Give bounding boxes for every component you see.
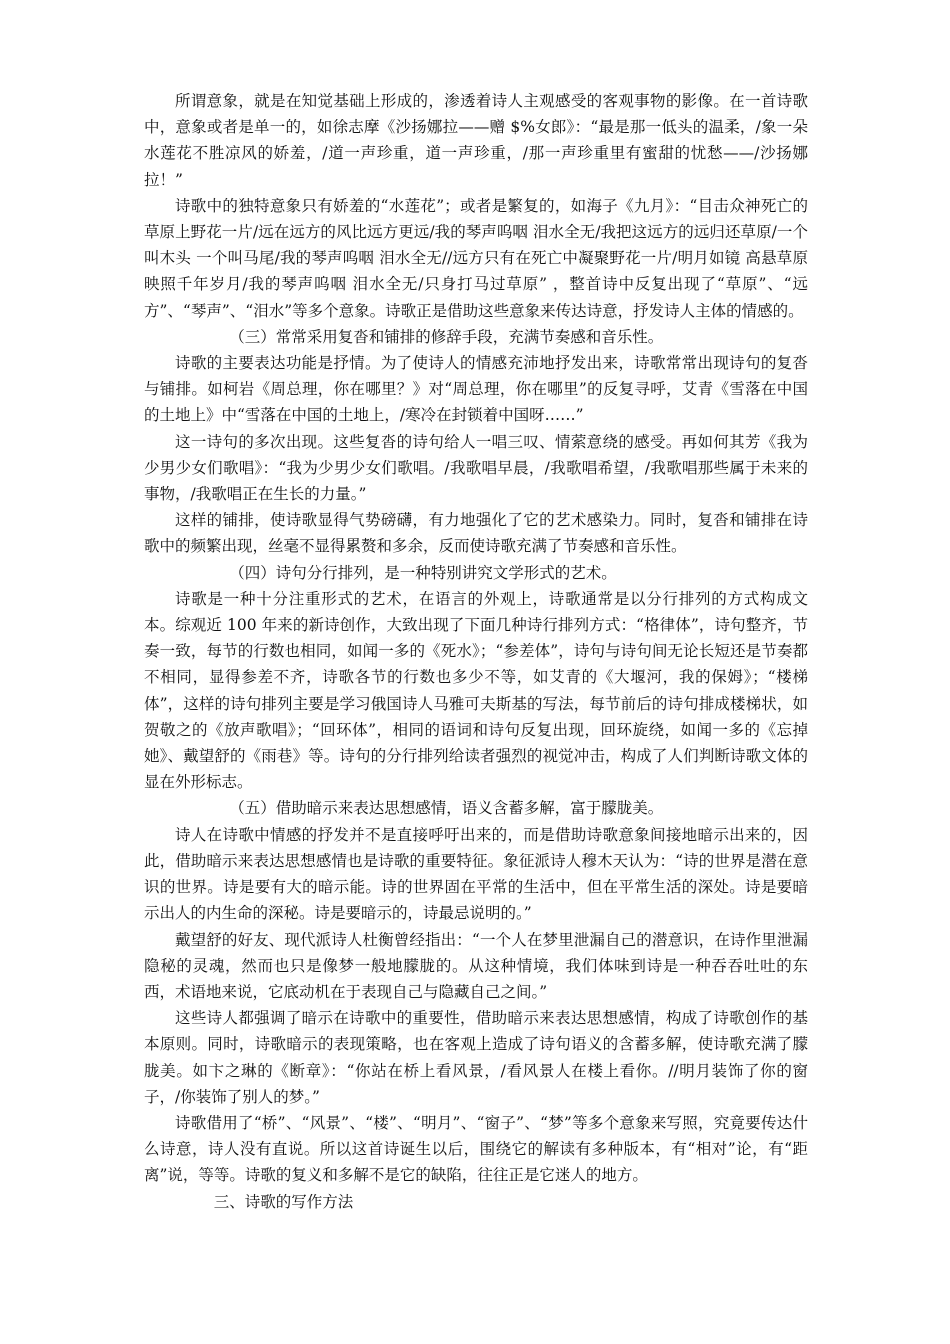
paragraph-complex-imagery: 诗歌中的独特意象只有娇羞的“水莲花”；或者是繁复的，如海子《九月》：“目击众神死亡的草原上野花一片/远在远方的风比远方更远/我的琴声呜咽 泪水全无/我把这远方的远归还草原/一个叫木头 一个叫马尾/我的琴声呜咽 泪水全无//远方只有在死亡中凝聚野花一片/明月如镜 高悬草原映照千年岁月/我的琴声呜咽 泪水全无/只身打马过草原” ，整首诗中反复出现了“草原”、“远方”、“琴声”、“泪水”等多个意象。诗歌正是借助这些意象来传达诗意，抒发诗人主体的情感的。 bbox=[144, 196, 808, 320]
subheading-implication: （五）借助暗示来表达思想感情，语义含蓄多解，富于朦胧美。 bbox=[229, 799, 664, 818]
paragraph-repetition-example: 这一诗句的多次出现。这些复沓的诗句给人一唱三叹、情萦意绕的感受。再如何其芳《我为少男少女们歌唱》：“我为少男少女们歌唱。/我歌唱早晨，/我歌唱希望，/我歌唱那些属于未来的事物，/我歌唱正在生长的力量。” bbox=[144, 432, 808, 504]
paragraph-rhythm-music: 这样的铺排，使诗歌显得气势磅礴，有力地强化了它的艺术感染力。同时，复沓和铺排在诗歌中的频繁出现，丝毫不显得累赘和多余，反而使诗歌充满了节奏感和音乐性。 bbox=[144, 511, 808, 556]
paragraph-imagery-definition: 所谓意象，就是在知觉基础上形成的，渗透着诗人主观感受的客观事物的影像。在一首诗歌中，意象或者是单一的，如徐志摩《沙扬娜拉——赠 $%女郎》：“最是那一低头的温柔，/象一朵水莲花不胜凉风的娇羞，/道一声珍重，道一声珍重，/那一声珍重里有蜜甜的忧愁——/沙扬娜拉！” bbox=[144, 92, 808, 189]
subheading-repetition: （三）常常采用复沓和铺排的修辞手段，充满节奏感和音乐性。 bbox=[229, 327, 664, 346]
paragraph-implication-du-heng: 戴望舒的好友、现代派诗人杜衡曾经指出：“一个人在梦里泄漏自己的潜意识，在诗作里泄漏隐秘的灵魂，然而也只是像梦一般地朦胧的。从这种情境，我们体味到诗是一种吞吞吐吐的东西，术语地来说，它底动机在于表现自己与隐藏自己之间。” bbox=[144, 930, 808, 1001]
paragraph-lyric-function: 诗歌的主要表达功能是抒情。为了使诗人的情感充沛地抒发出来，诗歌常常出现诗句的复沓与铺排。如柯岩《周总理，你在哪里？》对“周总理，你在哪里”的反复寻呼，艾青《雪落在中国的土地上》中“雪落在中国的土地上，/寒冷在封锁着中国呀……” bbox=[144, 354, 808, 425]
paragraph-multiple-meanings: 诗歌借用了“桥”、“风景”、“楼”、“明月”、“窗子”、“梦”等多个意象来写照，究竟要传达什么诗意，诗人没有直说。所以这首诗诞生以后，围绕它的解读有多种版本，有“相对”论，有“距离”说，等等。诗歌的复义和多解不是它的缺陷，往往正是它迷人的地方。 bbox=[144, 1113, 808, 1185]
paragraph-line-forms: 诗歌是一种十分注重形式的艺术，在语言的外观上，诗歌通常是以分行排列的方式构成文本。综观近 100 年来的新诗创作，大致出现了下面几种诗行排列方式：“格律体”，诗句整齐，节奏一致，每节的行数也相同，如闻一多的《死水》；“参差体”，诗句与诗句间无论长短还是节奏都不相同，显得参差不齐，诗歌各节的行数也多少不等，如艾青的《大堰河，我的保姆》；“楼梯体”，这样的诗句排列主要是学习俄国诗人马雅可夫斯基的写法，每节前后的诗句排成楼梯状，如贺敬之的《放声歌唱》；“回环体”，相同的语词和诗句反复出现，回环旋绕，如闻一多的《忘掉她》、戴望舒的《雨巷》等。诗句的分行排列给读者强烈的视觉冲击，构成了人们判断诗歌文体的显在外形标志。 bbox=[144, 589, 808, 792]
document-body bbox=[144, 88, 808, 1215]
paragraph-implication-bian-zhilin: 这些诗人都强调了暗示在诗歌中的重要性，借助暗示来表达思想感情，构成了诗歌创作的基本原则。同时，诗歌暗示的表现策略，也在客观上造成了诗句语义的含蓄多解，使诗歌充满了朦胧美。如卞之琳的《断章》：“你站在桥上看风景，/看风景人在楼上看你。//明月装饰了你的窗子，/你装饰了别人的梦。” bbox=[144, 1009, 808, 1106]
subheading-line-arrangement: （四）诗句分行排列，是一种特别讲究文学形式的艺术。 bbox=[229, 563, 617, 582]
section-heading-writing-methods: 三、诗歌的写作方法 bbox=[213, 1192, 354, 1211]
paragraph-implication-mu-mutian: 诗人在诗歌中情感的抒发并不是直接呼吁出来的，而是借助诗歌意象间接地暗示出来的，因此，借助暗示来表达思想感情也是诗歌的重要特征。象征派诗人穆木天认为：“诗的世界是潜在意识的世界。诗是要有大的暗示能。诗的世界固在平常的生活中，但在平常生活的深处。诗是要暗示出人的内生命的深秘。诗是要暗示的，诗最忌说明的。” bbox=[144, 825, 808, 923]
